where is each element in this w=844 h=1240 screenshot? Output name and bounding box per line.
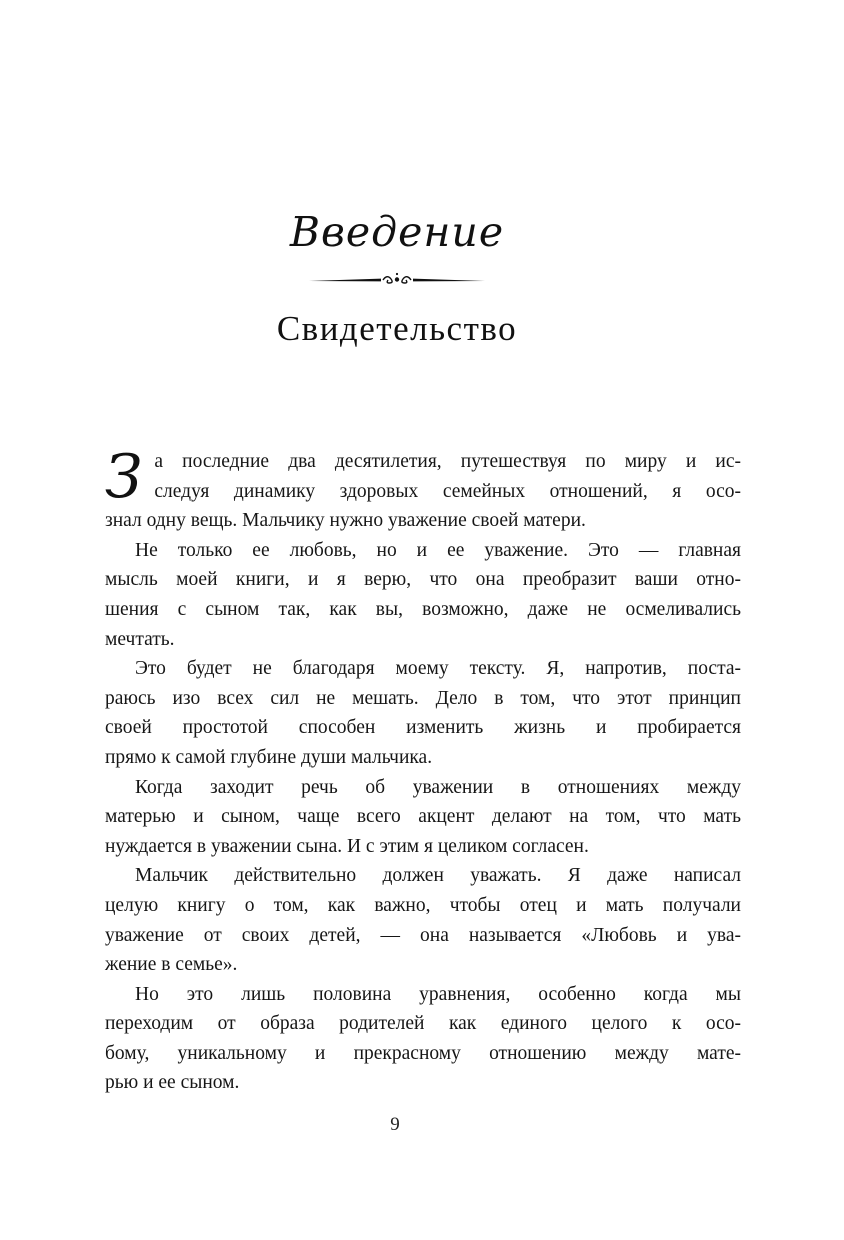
paragraph (105, 536, 741, 654)
chapter-header (0, 210, 794, 349)
paragraph (105, 861, 741, 979)
text-line: Это будет не благодаря моему тексту. Я, напротив, поста- (135, 658, 741, 680)
text-line: целую книгу о том, как важно, чтобы отец и мать получали (105, 894, 741, 916)
text-line: раюсь изо всех сил не мешать. Дело в том, что этот принцип (105, 687, 741, 709)
text-line: матерью и сыном, чаще всего акцент делают на том, что мать (105, 806, 741, 828)
text-line: Когда заходит речь об уважении в отношениях между (135, 776, 741, 798)
body-text (105, 442, 741, 1098)
drop-cap: З (105, 442, 143, 512)
text-line: нуждается в уважении сына. И с этим я целиком согласен. (105, 835, 589, 857)
text-line: мысль моей книги, и я верю, что она преобразит ваши отно- (105, 569, 741, 591)
paragraph (105, 442, 741, 536)
text-line: рью и ее сыном. (105, 1072, 240, 1094)
page-number: 9 (390, 1114, 400, 1135)
text-line: своей простотой способен изменить жизнь и пробирается (105, 717, 741, 739)
text-line: знал одну вещь. Мальчику нужно уважение своей матери. (105, 510, 586, 532)
text-line: прямо к самой глубине души мальчика. (105, 746, 433, 768)
text-line: Не только ее любовь, но и ее уважение. Это — главная (135, 539, 741, 561)
chapter-title: Свидетельство (276, 309, 518, 349)
ornament-divider (0, 271, 794, 289)
text-line: следуя динамику здоровых семейных отношений, я осо- (154, 480, 741, 502)
paragraph (105, 773, 741, 862)
paragraph (105, 654, 741, 772)
text-line: а последние два десятилетия, путешествуя по миру и ис- (154, 451, 741, 472)
text-line: уважение от своих детей, — она называется «Любовь и ува- (105, 924, 741, 946)
text-line: Мальчик действительно должен уважать. Я даже написал (135, 865, 741, 887)
text-line: шения с сыном так, как вы, возможно, даже не осмеливались (105, 598, 741, 620)
flourish-icon (307, 271, 487, 289)
text-line: бому, уникальному и прекрасному отношению между мате- (105, 1042, 741, 1064)
text-line: мечтать. (105, 628, 175, 650)
text-line: Но это лишь половина уравнения, особенно когда мы (135, 983, 741, 1005)
text-line: жение в семье». (105, 954, 238, 976)
section-label: Введение (289, 208, 505, 256)
paragraph (105, 980, 741, 1098)
text-line: переходим от образа родителей как единого целого к осо- (105, 1013, 741, 1035)
